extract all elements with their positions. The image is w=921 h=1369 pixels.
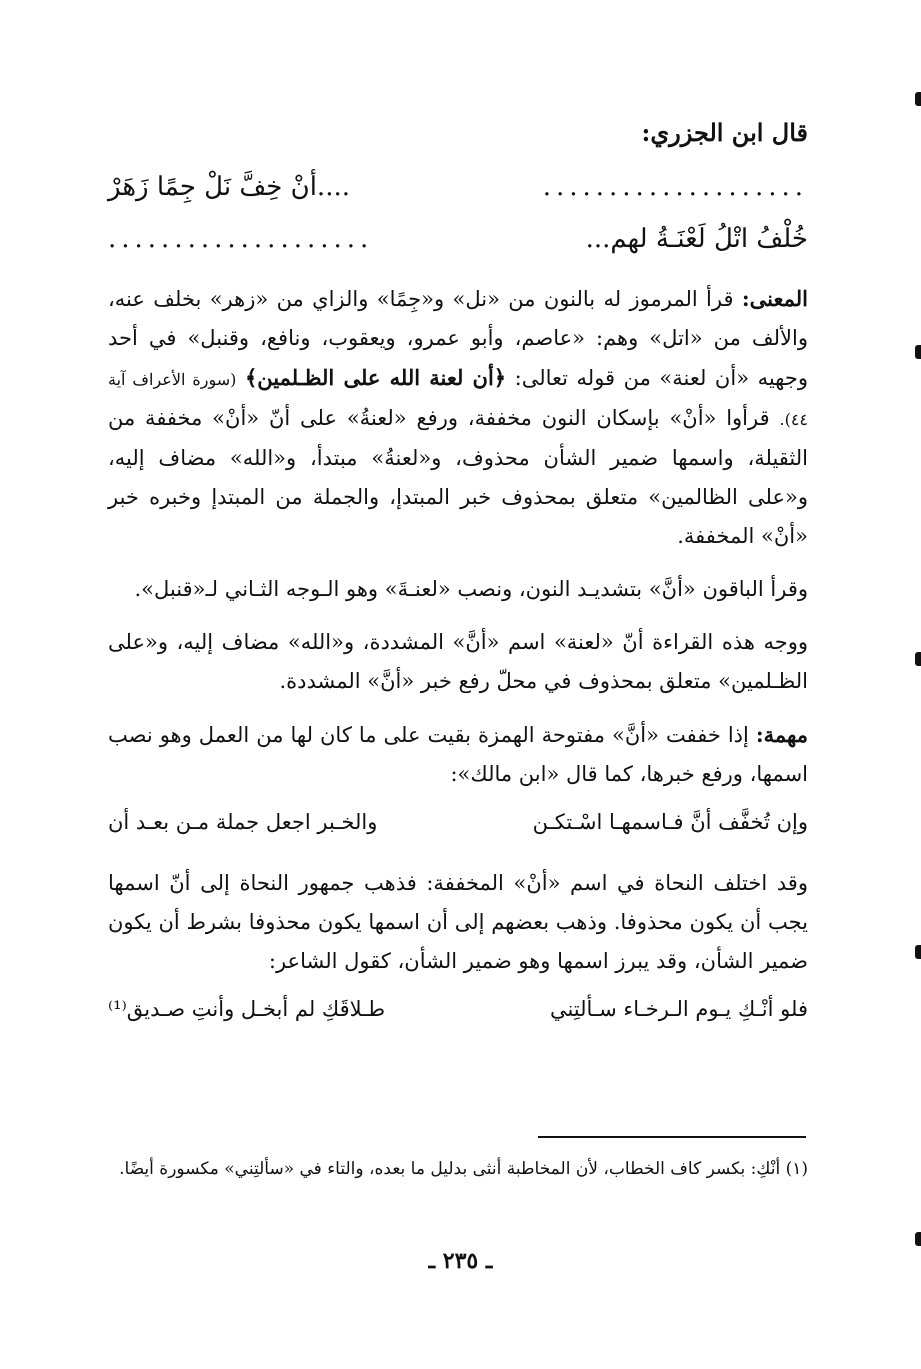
verse-line-2 [108, 213, 808, 265]
paragraph-important [108, 715, 808, 794]
footnote-separator [538, 1136, 806, 1138]
paragraph-others: وقرأ الباقون «أنَّ» بتشديـد النون، ونصب «لعنـةَ» وهو الـوجه الثـاني لـ«قنبل». [134, 577, 808, 601]
paragraph-text: قرأوا «أنْ» بإسكان النون مخففة، ورفع «لعنةُ» على أنّ «أنْ» مخففة من الثقيلة، واسمها ضمير الشأن محذوف، و«لعنةُ» مبتدأ، و«الله» مضاف إليه، و«على الظالمين» متعلق بمحذوف خبر المبتدإ، والجملة من المبتدإ وخبره خبر «أنْ» المخففة. [108, 406, 808, 548]
poem-line-1 [108, 810, 808, 850]
edge-mark [915, 1232, 921, 1246]
poem-line-2 [108, 997, 808, 1037]
verse-hemistich-left: ....أنْ خِفَّ نَلْ جِمًا زَهَرْ [108, 172, 350, 202]
poem-hemistich-left: والخـبر اجعل جملة مـن بعـد أن [108, 810, 378, 834]
verse-line-1 [108, 161, 808, 213]
verse-hemistich-left: .................... [108, 224, 374, 254]
poem-hemistich-right: فلو أنْـكِ يـوم الـرخـاء سـألتِني [549, 997, 808, 1021]
paragraph-meaning [108, 279, 808, 556]
sura-reference: (سورة الأعراف آية ٤٤). [108, 370, 808, 429]
page-number: ـ ٢٣٥ ـ [428, 1248, 493, 1274]
section-heading: قال ابن الجزري: [641, 118, 808, 147]
paragraph-text: إذا خففت «أنَّ» مفتوحة الهمزة بقيت على ما كان لها من العمل وهو نصب اسمها، ورفع خبرها، كما قال «ابن مالك»: [108, 723, 808, 786]
footnote: (١) أنْكِ: بكسر كاف الخطاب، لأن المخاطبة أنثى بدليل ما بعده، والتاء في «سألتِني» مكسورة أيضًا. [119, 1159, 808, 1179]
page-body [108, 118, 808, 1037]
quran-quote: ﴿أن لعنة الله على الظـلمين﴾ [244, 365, 507, 390]
paragraph-text: قرأ المرموز له بالنون من «نل» و«جِمًا» والزاي من «زهر» بخلف عنه، والألف من «اتل» وهم: «عاصم، وأبو عمرو، ويعقوب، ونافع، وقنبل» في أحد وجهيه «أن لعنة» من قوله تعالى: [108, 287, 808, 390]
edge-mark [915, 92, 921, 106]
paragraph-lead: مهمة: [755, 722, 808, 747]
edge-mark [915, 652, 921, 666]
verse-hemistich-right: .................... [542, 172, 808, 202]
paragraph-reason: ووجه هذه القراءة أنّ «لعنة» اسم «أنَّ» المشددة، و«الله» مضاف إليه، و«على الظـلمين» متعلق بمحذوف في محلّ رفع خبر «أنَّ» المشددة. [108, 630, 808, 693]
poem-hemistich-right: وإن تُخفَّف أنَّ فـاسمهـا اسْـتكـن [532, 810, 808, 834]
edge-mark [915, 945, 921, 959]
paragraph-lead: المعنى: [741, 286, 808, 311]
poem-hemistich-left: طـلاقَكِ لم أبخـل وأنتِ صـديق⁽¹⁾ [108, 997, 386, 1021]
paragraph-dispute: وقد اختلف النحاة في اسم «أنْ» المخففة: فذهب جمهور النحاة إلى أنّ اسمها يجب أن يكون محذوفا. وذهب بعضهم إلى أن اسمها يكون محذوفا بشرط أن يكون ضمير الشأن، وقد يبرز اسمها وهو ضمير الشأن، كقول الشاعر: [108, 871, 808, 973]
edge-mark [915, 345, 921, 359]
verse-hemistich-right: خُلْفُ اتْلُ لَعْنَـةُ لهم... [585, 224, 808, 254]
